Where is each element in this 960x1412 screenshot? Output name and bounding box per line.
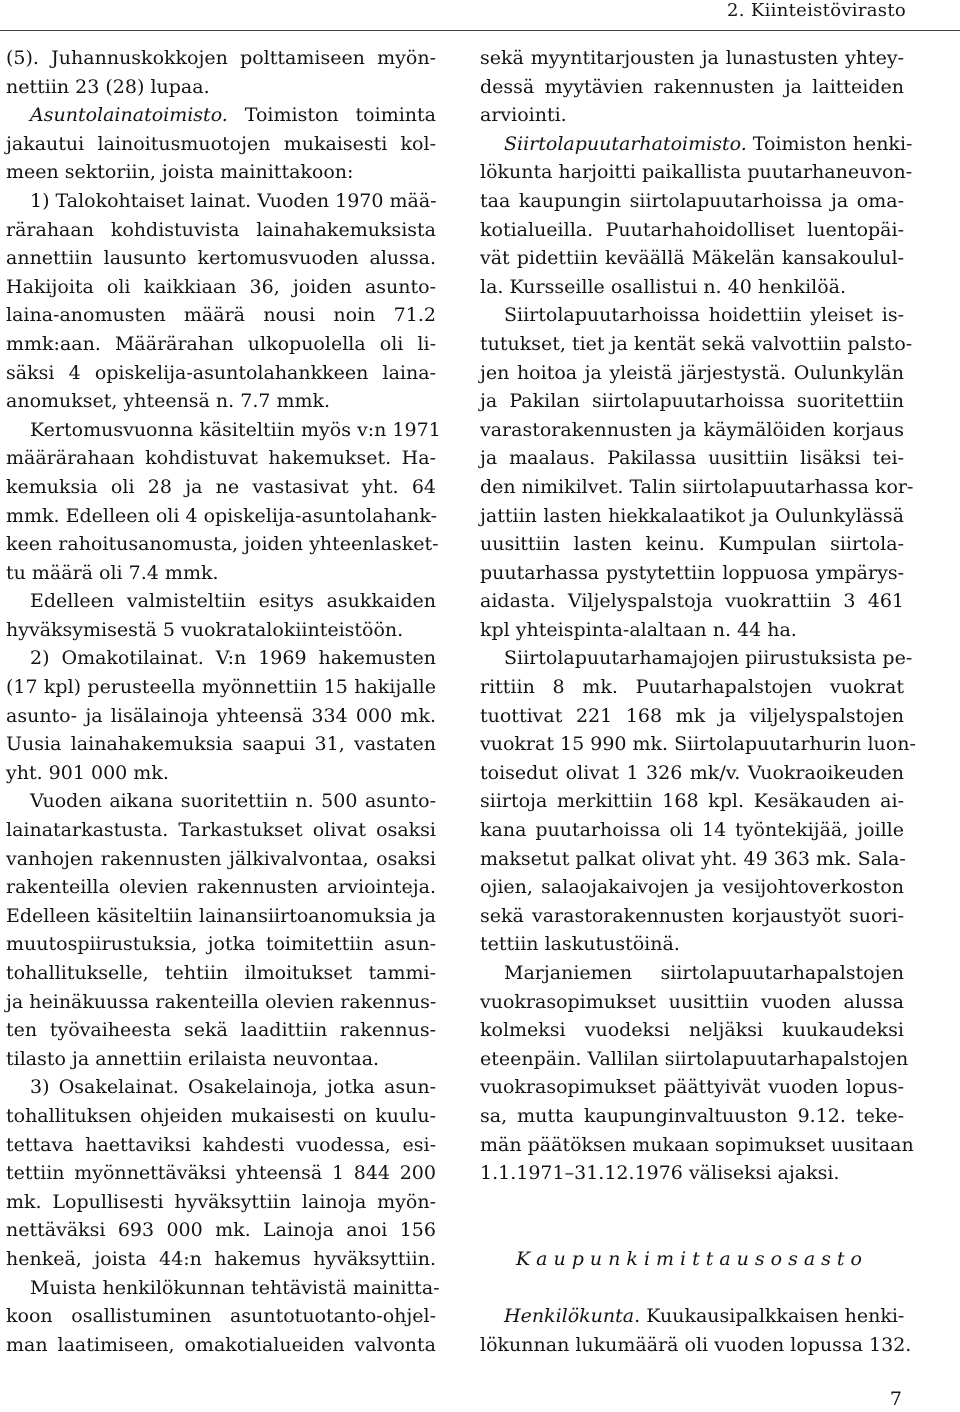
text-line: taa kaupungin siirtolapuutarhoissa ja oma- — [480, 189, 904, 212]
text-line — [480, 130, 913, 159]
text-line: kotialueilla. Puutarhahoidolliset luentopäi- — [480, 218, 904, 241]
text-line: sekä myyntitarjousten ja lunastusten yhtey- — [480, 47, 904, 69]
text-line: vuokrasopimukset uusittiin vuoden alussa — [480, 990, 904, 1013]
text-line: 2) Omakotilainat. V:n 1969 hakemusten — [30, 647, 436, 670]
text-line: lainatarkastusta. Tarkastukset olivat osaksi — [6, 819, 436, 842]
text-line: tettava haettaviksi kahdesti vuodessa, esi- — [6, 1133, 436, 1156]
text-line: kana puutarhoissa oli 14 työntekijää, joille — [480, 819, 904, 842]
text-line: annettiin lausunto kertomusvuoden alussa. — [6, 247, 436, 270]
right-text-column — [480, 44, 916, 1359]
text-line: tettiin myönnettäväksi yhteensä 1 844 200 — [6, 1162, 436, 1185]
text-line — [6, 101, 436, 130]
text-line: sa, mutta kaupunginvaltuuston 9.12. teke- — [480, 1104, 904, 1127]
text-line: ten työvaiheesta sekä laadittiin rakennus- — [6, 1019, 436, 1042]
text-line: nettäväksi 693 000 mk. Lainoja anoi 156 — [6, 1219, 436, 1242]
text-line: uusittiin lasten keinu. Kumpulan siirtola- — [480, 533, 904, 556]
text-line: määrärahaan kohdistuvat hakemukset. Ha- — [6, 447, 436, 470]
text-line: meen sektoriin, joista mainittakoon: — [6, 161, 354, 184]
text-line: Kertomusvuonna käsiteltiin myös v:n 1971 — [30, 418, 441, 441]
paragraph-gap — [480, 1216, 904, 1245]
text-line: 1) Talokohtaiset lainat. Vuoden 1970 mää- — [30, 189, 437, 212]
text-line: man laatimiseen, omakotialueiden valvonta — [6, 1333, 436, 1356]
text-line: mmk. Edelleen oli 4 opiskelija-asuntolahank- — [6, 504, 437, 527]
text-line: hyväksymisestä 5 vuokratalokiinteistöön. — [6, 618, 404, 641]
text-line: dessä myytävien rakennusten ja laitteiden — [480, 75, 904, 98]
text-line: kpl yhteispinta-alaltaan n. 44 ha. — [480, 618, 797, 641]
text-line: toisedut olivat 1 326 mk/v. Vuokraoikeuden — [480, 761, 904, 784]
line-text: Toimiston henki- — [746, 132, 913, 155]
text-line: ja maalaus. Pakilassa uusittiin lisäksi tei- — [480, 447, 904, 470]
text-line: mk. Lopullisesti hyväksyttiin lainoja myön- — [6, 1190, 436, 1213]
text-line: mmk:aan. Määrärahan ulkopuolella oli li- — [6, 332, 436, 355]
text-line: siirtoja merkittiin 168 kpl. Kesäkauden ai- — [480, 790, 904, 813]
text-line: Uusia lainahakemuksia saapui 31, vastaten — [6, 733, 436, 756]
text-line: keen rahoitusanomusta, joiden yhteenlasket- — [6, 533, 439, 556]
text-line: koon osallistuminen asuntotuotanto-ohjel- — [6, 1305, 436, 1328]
text-line: vät pidettiin keväällä Mäkelän kansakoulul- — [480, 247, 904, 270]
text-line: aidasta. Viljelyspalstoja vuokrattiin 3 461 — [480, 590, 904, 613]
text-line: (5). Juhannuskokkojen polttamiseen myön- — [6, 47, 436, 69]
text-line: kemuksia oli 28 ja ne vastasivat yht. 64 — [6, 475, 436, 498]
text-line: anomukset, yhteensä n. 7.7 mmk. — [6, 390, 331, 413]
text-line: muutospiirustuksia, jotka toimitettiin asun- — [6, 933, 436, 956]
text-line: tilasto ja annettiin erilaista neuvontaa. — [6, 1047, 380, 1070]
text-line: asunto- ja lisälainoja yhteensä 334 000 mk. — [6, 704, 436, 727]
text-line: vanhojen rakennusten jälkivalvontaa, osaksi — [6, 847, 436, 870]
text-line: vuokrat 15 990 mk. Siirtolapuutarhurin luon- — [480, 733, 916, 756]
text-line: jattiin lasten hiekkalaatikot ja Oulunkylässä — [480, 504, 904, 527]
page-number: 7 — [889, 1388, 902, 1410]
text-line: Hakijoita oli kaikkiaan 36, joiden asunto- — [6, 275, 436, 298]
text-line: (17 kpl) perusteella myönnettiin 15 hakijalle — [6, 676, 436, 699]
text-line: yht. 901 000 mk. — [6, 761, 169, 784]
text-line: tuottivat 221 168 mk ja viljelyspalstojen — [480, 704, 904, 727]
text-line: jakautui lainoitusmuotojen mukaisesti kol- — [6, 132, 436, 155]
text-line: rakenteilla olevien rakennusten arviointeja. — [6, 876, 436, 899]
text-line: vuokrasopimukset päättyivät vuoden lopus- — [480, 1076, 904, 1099]
text-line: Edelleen käsiteltiin lainansiirtoanomuksia ja — [6, 904, 436, 927]
text-line: 3) Osakelainat. Osakelainoja, jotka asun- — [30, 1076, 436, 1099]
paragraph-gap — [480, 1188, 904, 1217]
text-line: maksetut palkat olivat yht. 49 363 mk. Sala- — [480, 847, 906, 870]
text-line: tohallitukselle, tehtiin ilmoitukset tammi- — [6, 962, 436, 984]
text-line — [480, 1302, 904, 1331]
text-line: 1.1.1971–31.12.1976 väliseksi ajaksi. — [480, 1162, 840, 1185]
text-line: den nimikilvet. Talin siirtolapuutarhassa kor- — [480, 475, 914, 498]
text-line: säksi 4 opiskelija-asuntolahankkeen laina- — [6, 361, 436, 384]
text-line: lökunta harjoitti paikallista puutarhaneuvon- — [480, 161, 913, 184]
text-line: rärahaan kohdistuvista lainahakemuksista — [6, 218, 436, 241]
text-line: ojien, salaojakaivojen ja vesijohtoverkoston — [480, 876, 904, 899]
text-line: ja Pakilan siirtolapuutarhoissa suoritettiin — [480, 390, 904, 413]
text-line: jen hoitoa ja yleistä järjestystä. Oulunkylän — [480, 361, 904, 384]
text-line: Edelleen valmisteltiin esitys asukkaiden — [30, 590, 436, 613]
italic-run-in-heading: Asuntolainatoimisto. — [30, 104, 228, 127]
text-line: Vuoden aikana suoritettiin n. 500 asunto- — [30, 790, 436, 813]
text-line: män päätöksen mukaan sopimukset uusitaan — [480, 1133, 914, 1156]
text-line: eteenpäin. Vallilan siirtolapuutarhapalstojen — [480, 1047, 909, 1070]
text-line: kolmeksi vuodeksi neljäksi kuukaudeksi — [480, 1019, 904, 1042]
running-header-title: 2. Kiinteistövirasto — [727, 0, 906, 21]
italic-run-in-heading: Henkilökunta. — [504, 1305, 641, 1328]
text-line: ja heinäkuussa rakenteilla olevien rakennus- — [6, 990, 437, 1013]
text-line: la. Kursseille osallistui n. 40 henkilöä. — [480, 275, 847, 298]
running-header — [0, 0, 960, 31]
italic-run-in-heading: Siirtolapuutarhatoimisto. — [504, 132, 747, 155]
text-line: lökunnan lukumäärä oli vuoden lopussa 132. — [480, 1333, 912, 1356]
text-line: arviointi. — [480, 104, 567, 127]
text-line: laina-anomusten määrä nousi noin 71.2 — [6, 304, 436, 327]
text-line: Muista henkilökunnan tehtävistä mainitta- — [30, 1276, 440, 1299]
text-line: sekä varastorakennusten korjaustyöt suori- — [480, 904, 904, 927]
text-line: Marjaniemen siirtolapuutarhapalstojen — [504, 962, 904, 984]
text-line: nettiin 23 (28) lupaa. — [6, 75, 210, 98]
text-line: henkeä, joista 44:n hakemus hyväksyttiin. — [6, 1247, 436, 1270]
text-line: varastorakennusten ja käymälöiden korjaus — [480, 418, 904, 441]
text-line: tu määrä oli 7.4 mmk. — [6, 561, 219, 584]
text-line: puutarhassa pystytettiin loppuosa ympärys- — [480, 561, 904, 584]
text-line: Siirtolapuutarhamajojen piirustuksista pe- — [504, 647, 913, 670]
line-text: Toimiston toiminta — [227, 104, 436, 127]
left-text-column — [6, 44, 441, 1359]
text-line: Siirtolapuutarhoissa hoidettiin yleiset is- — [504, 304, 904, 327]
section-heading: Kaupunkimittausosasto — [515, 1247, 868, 1270]
text-line: tutukset, tiet ja kentät sekä valvottiin palsto- — [480, 332, 913, 355]
text-line: tettiin laskutustöinä. — [480, 933, 680, 956]
paragraph-gap — [480, 1274, 904, 1303]
text-line: rittiin 8 mk. Puutarhapalstojen vuokrat — [480, 676, 904, 699]
text-line: tohallituksen ohjeiden mukaisesti on kuulu- — [6, 1104, 436, 1127]
line-text: Kuukausipalkkaisen henki- — [640, 1305, 905, 1328]
